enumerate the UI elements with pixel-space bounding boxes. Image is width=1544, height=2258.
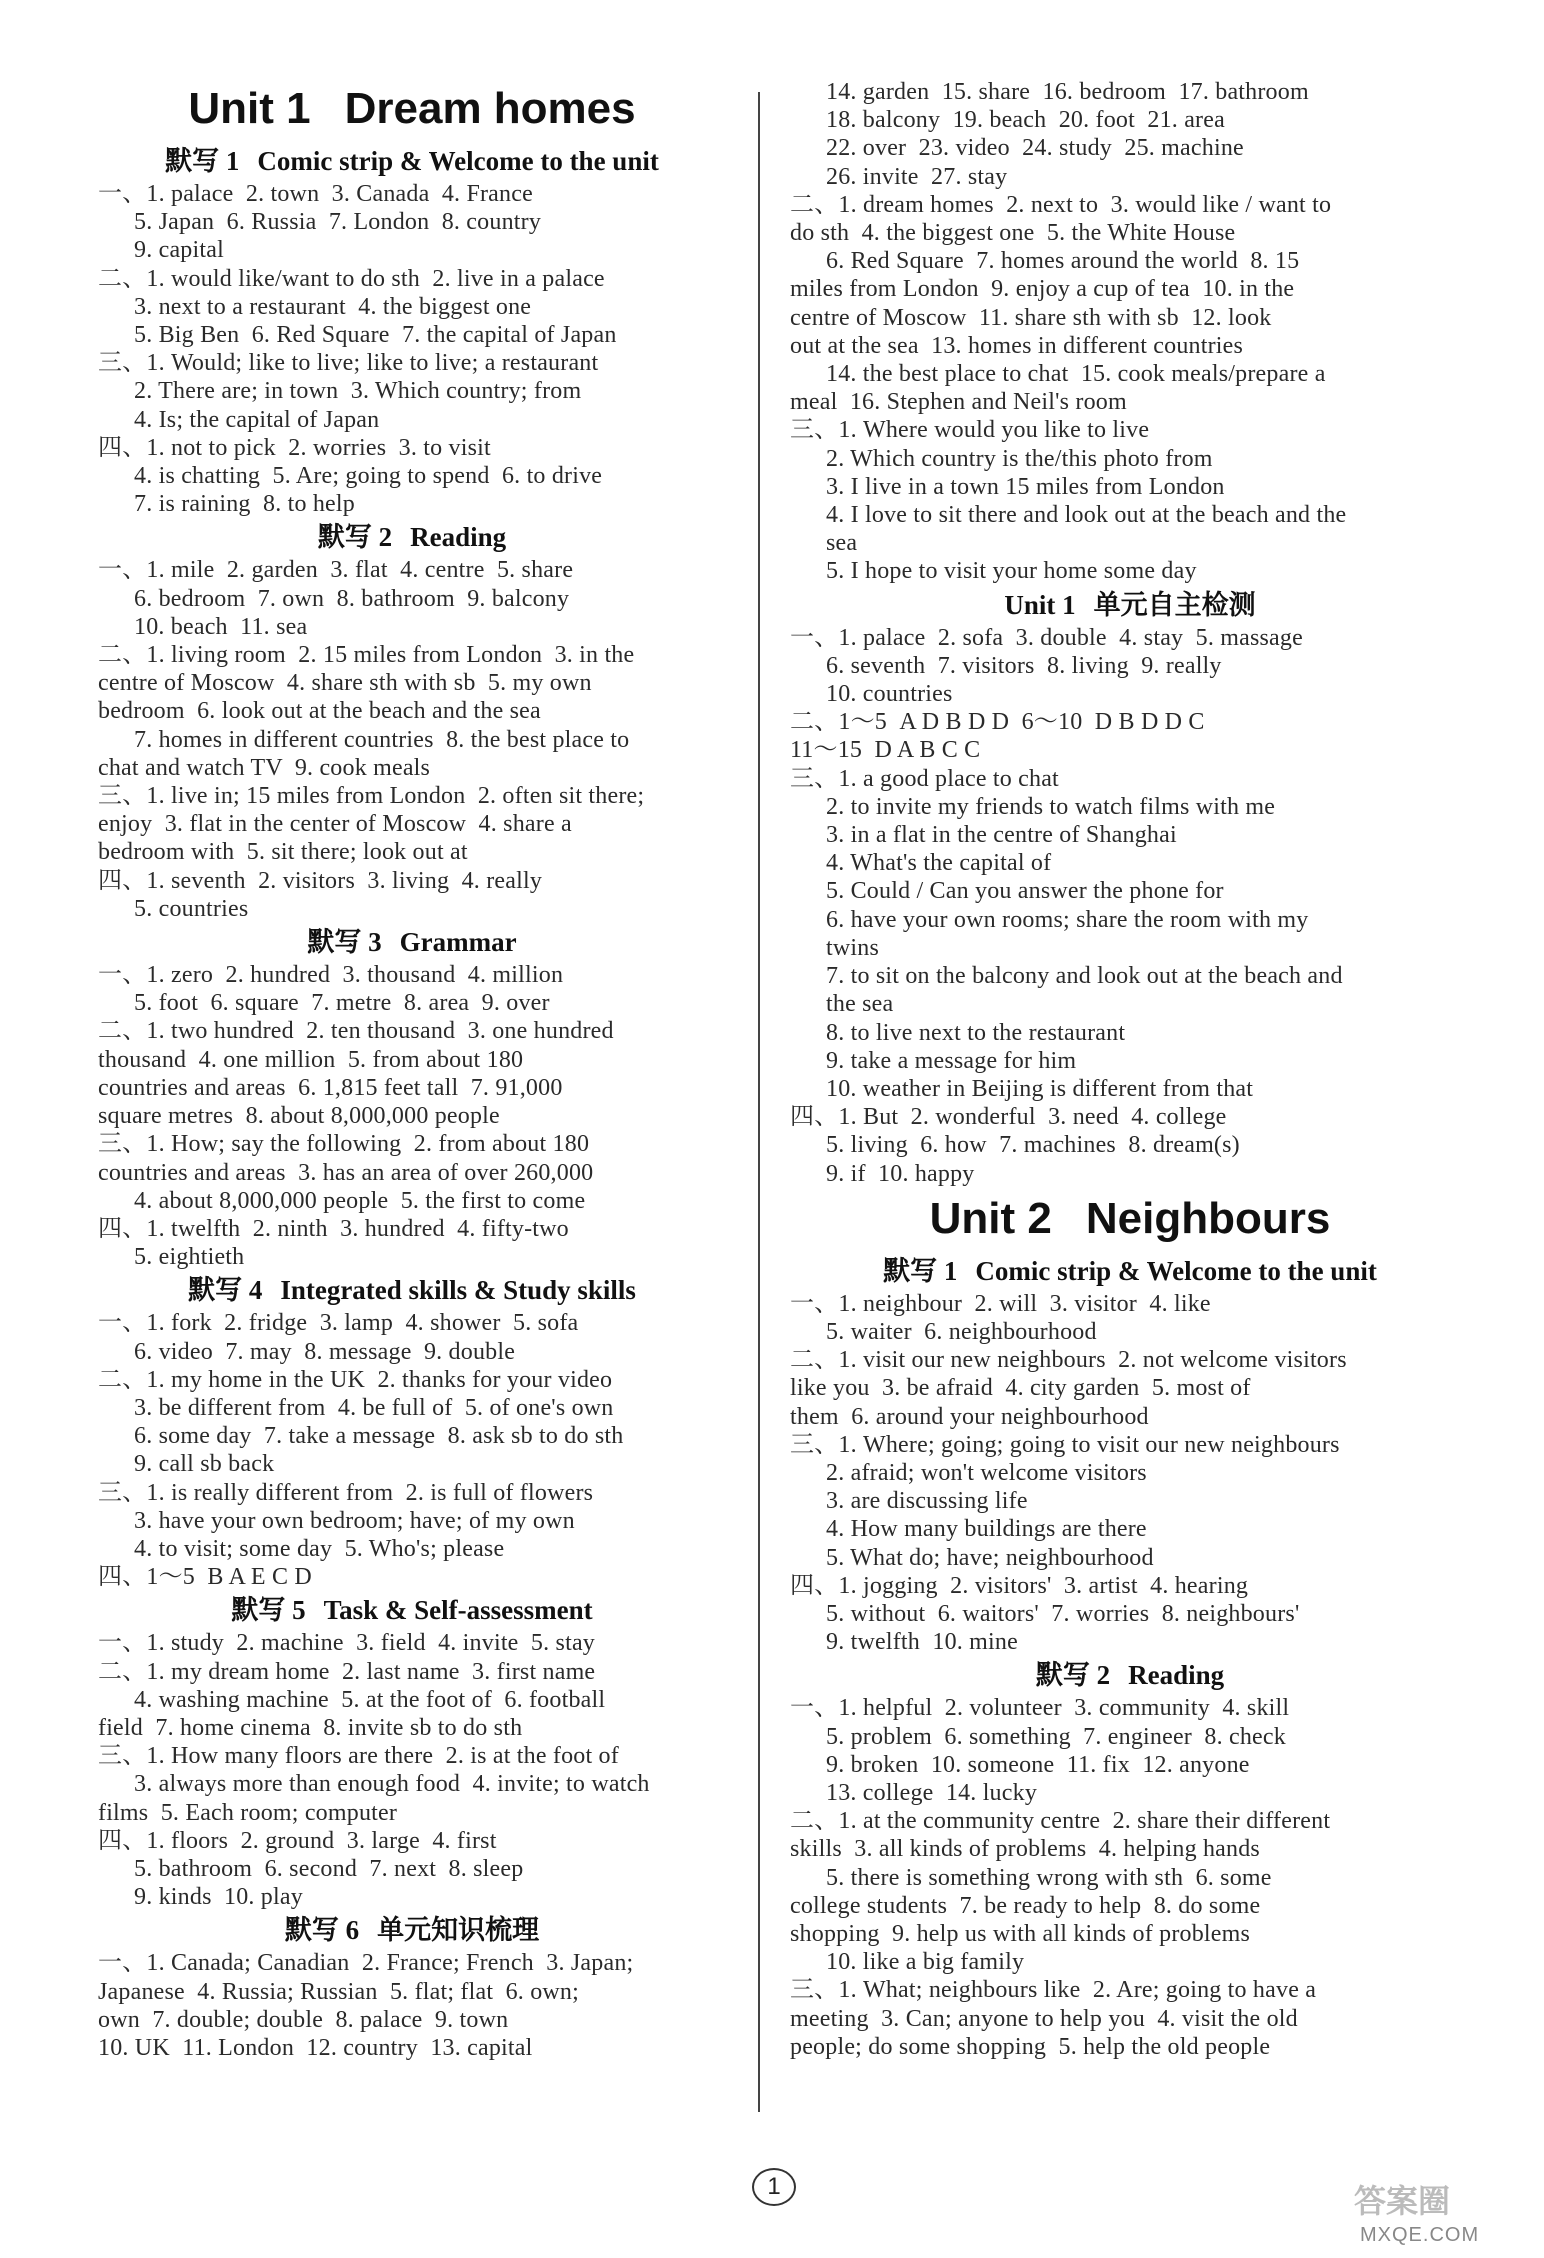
- answer-line: 二、1. living room 2. 15 miles from London 3. in the: [98, 642, 635, 669]
- answer-line: 5. I hope to visit your home some day: [826, 558, 1197, 585]
- answer-line: 2. afraid; won't welcome visitors: [826, 1459, 1147, 1486]
- answer-line: 5. there is something wrong with sth 6. some: [826, 1864, 1272, 1891]
- answer-line: 9. kinds 10. play: [134, 1884, 303, 1911]
- answer-line: 4. washing machine 5. at the foot of 6. football: [134, 1686, 606, 1713]
- answer-line: 三、1. What; neighbours like 2. Are; going to have a: [790, 1977, 1317, 2004]
- answer-line: 三、1. live in; 15 miles from London 2. often sit there;: [98, 783, 645, 810]
- answer-line: Japanese 4. Russia; Russian 5. flat; flat 6. own;: [98, 1978, 580, 2005]
- answer-line: college students 7. be ready to help 8. do some: [790, 1892, 1261, 1919]
- section-number: 默写 3: [307, 927, 382, 958]
- answer-line: bedroom with 5. sit there; look out at: [98, 839, 468, 866]
- answer-line: field 7. home cinema 8. invite sb to do sth: [98, 1714, 523, 1741]
- answer-line: 4. about 8,000,000 people 5. the first to come: [134, 1187, 586, 1214]
- section-number: 默写 1: [883, 1255, 958, 1286]
- answer-line: 一、1. zero 2. hundred 3. thousand 4. million: [98, 962, 564, 989]
- answer-line: 4. is chatting 5. Are; going to spend 6. to drive: [134, 463, 603, 490]
- answer-line: 9. broken 10. someone 11. fix 12. anyone: [826, 1751, 1250, 1778]
- answer-line: meeting 3. Can; anyone to help you 4. visit the old: [790, 2005, 1298, 2032]
- answer-line: 26. invite 27. stay: [826, 163, 1008, 190]
- answer-line: 三、1. Where; going; going to visit our new neighbours: [790, 1431, 1340, 1458]
- section-number: 默写 1: [165, 146, 240, 176]
- answer-line: 5. living 6. how 7. machines 8. dream(s): [826, 1132, 1240, 1159]
- answer-line: chat and watch TV 9. cook meals: [98, 754, 431, 781]
- answer-line: bedroom 6. look out at the beach and the sea: [98, 698, 541, 725]
- answer-line: twins: [826, 934, 880, 961]
- answer-line: 7. is raining 8. to help: [134, 491, 355, 518]
- answer-line: 三、1. Would; like to live; like to live; a restaurant: [98, 350, 599, 377]
- answer-line: 6. bedroom 7. own 8. bathroom 9. balcony: [134, 585, 570, 612]
- unit-name: Neighbours: [1085, 1193, 1331, 1243]
- answer-line: 9. call sb back: [134, 1451, 275, 1478]
- section-title: [790, 1658, 1470, 1692]
- answer-line: enjoy 3. flat in the center of Moscow 4. share a: [98, 811, 572, 838]
- unit-number: Unit 2: [929, 1193, 1052, 1243]
- answer-line: centre of Moscow 11. share sth with sb 12. look: [790, 304, 1272, 331]
- answer-line: 4. I love to sit there and look out at the beach and the: [826, 502, 1347, 529]
- answer-line: 二、1. my home in the UK 2. thanks for your video: [98, 1366, 613, 1393]
- unit-title: [790, 1188, 1470, 1250]
- answer-line: 四、1. But 2. wonderful 3. need 4. college: [790, 1104, 1227, 1131]
- answer-line: 3. be different from 4. be full of 5. of one's own: [134, 1394, 614, 1421]
- answer-line: 22. over 23. video 24. study 25. machine: [826, 135, 1244, 162]
- answer-line: meal 16. Stephen and Neil's room: [790, 389, 1127, 416]
- answer-line: 四、1. twelfth 2. ninth 3. hundred 4. fifty-two: [98, 1215, 569, 1242]
- answer-line: 3. have your own bedroom; have; of my own: [134, 1507, 575, 1534]
- answer-line: like you 3. be afraid 4. city garden 5. most of: [790, 1375, 1251, 1402]
- left-column: [98, 78, 726, 2062]
- answer-line: 10. beach 11. sea: [134, 613, 308, 640]
- answer-line: 5. waiter 6. neighbourhood: [826, 1318, 1097, 1345]
- answer-line: 4. How many buildings are there: [826, 1516, 1147, 1543]
- answer-line: out at the sea 13. homes in different countries: [790, 332, 1244, 359]
- answer-line: 三、1. How; say the following 2. from about 180: [98, 1131, 590, 1158]
- section-title: [98, 520, 726, 554]
- section-title: [98, 925, 726, 959]
- answer-line: 11～15 D A B C C: [790, 737, 981, 764]
- answer-line: 3. always more than enough food 4. invite; to watch: [134, 1771, 650, 1798]
- section-title: [98, 1273, 726, 1307]
- answer-line: 4. to visit; some day 5. Who's; please: [134, 1535, 505, 1562]
- answer-line: centre of Moscow 4. share sth with sb 5. my own: [98, 670, 592, 697]
- section-name: Task & Self-assessment: [323, 1595, 593, 1626]
- answer-line: 9. if 10. happy: [826, 1160, 975, 1187]
- section-number: 默写 6: [284, 1915, 360, 1946]
- answer-line: 5. countries: [134, 895, 249, 922]
- section-name: Integrated skills & Study skills: [280, 1275, 636, 1306]
- answer-line: 9. take a message for him: [826, 1047, 1077, 1074]
- answer-line: the sea: [826, 991, 894, 1018]
- answer-line: sea: [826, 530, 858, 557]
- answer-line: 14. garden 15. share 16. bedroom 17. bathroom: [826, 79, 1309, 105]
- answer-line: 四、1. floors 2. ground 3. large 4. first: [98, 1827, 497, 1854]
- answer-line: 13. college 14. lucky: [826, 1779, 1038, 1806]
- answer-line: 4. What's the capital of: [826, 850, 1052, 877]
- answer-line: 3. next to a restaurant 4. the biggest one: [134, 293, 532, 320]
- answer-line: 6. have your own rooms; share the room with my: [826, 906, 1309, 933]
- answer-line: 二、1. dream homes 2. next to 3. would like / want to: [790, 191, 1332, 218]
- answer-line: 6. seventh 7. visitors 8. living 9. really: [826, 652, 1222, 679]
- section-name: Reading: [1128, 1660, 1225, 1691]
- answer-line: 6. video 7. may 8. message 9. double: [134, 1338, 516, 1365]
- section-name: Grammar: [399, 927, 517, 958]
- section-number: 默写 2: [317, 522, 393, 553]
- page-number: 1: [752, 2168, 796, 2206]
- answer-line: 5. Could / Can you answer the phone for: [826, 878, 1224, 905]
- answer-line: square metres 8. about 8,000,000 people: [98, 1103, 500, 1130]
- section-name: Reading: [410, 522, 507, 553]
- unit-name: Dream homes: [344, 84, 636, 133]
- answer-line: 3. in a flat in the centre of Shanghai: [826, 822, 1177, 849]
- section-title: [790, 588, 1470, 622]
- answer-line: 5. eightieth: [134, 1244, 245, 1271]
- answer-line: 10. UK 11. London 12. country 13. capital: [98, 2034, 533, 2061]
- answer-line: thousand 4. one million 5. from about 180: [98, 1046, 524, 1073]
- section-name: 单元自主检测: [1093, 589, 1256, 620]
- answer-line: 5. What do; have; neighbourhood: [826, 1544, 1154, 1571]
- answer-line: 一、1. mile 2. garden 3. flat 4. centre 5. share: [98, 557, 574, 584]
- answer-line: 三、1. Where would you like to live: [790, 417, 1150, 444]
- svg-text:答案圈: 答案圈: [1354, 2182, 1451, 2220]
- answer-line: own 7. double; double 8. palace 9. town: [98, 2006, 509, 2033]
- answer-line: films 5. Each room; computer: [98, 1799, 398, 1826]
- answer-line: people; do some shopping 5. help the old people: [790, 2033, 1271, 2060]
- section-name: Comic strip & Welcome to the unit: [975, 1255, 1377, 1286]
- answer-line: 一、1. palace 2. town 3. Canada 4. France: [98, 181, 533, 207]
- answer-line: 一、1. helpful 2. volunteer 3. community 4. skill: [790, 1695, 1290, 1722]
- answer-line: 5. problem 6. something 7. engineer 8. check: [826, 1723, 1286, 1750]
- answer-line: 四、1. seventh 2. visitors 3. living 4. really: [98, 867, 543, 894]
- answer-line: 4. Is; the capital of Japan: [134, 406, 380, 433]
- answer-line: do sth 4. the biggest one 5. the White House: [790, 220, 1236, 247]
- answer-line: 2. There are; in town 3. Which country; from: [134, 378, 582, 405]
- answer-line: 3. are discussing life: [826, 1488, 1028, 1515]
- section-number: 默写 5: [231, 1595, 306, 1626]
- answer-line: 三、1. is really different from 2. is full of flowers: [98, 1479, 594, 1506]
- answer-line: 三、1. How many floors are there 2. is at the foot of: [98, 1743, 619, 1770]
- answer-line: 二、1. two hundred 2. ten thousand 3. one hundred: [98, 1018, 614, 1045]
- answer-line: 6. Red Square 7. homes around the world 8. 15: [826, 248, 1300, 275]
- answer-line: 二、1. my dream home 2. last name 3. first name: [98, 1658, 596, 1685]
- answer-line: 10. weather in Beijing is different from that: [826, 1075, 1254, 1102]
- section-name: Comic strip & Welcome to the unit: [257, 146, 659, 176]
- answer-line: 2. Which country is the/this photo from: [826, 445, 1213, 472]
- answer-line: countries and areas 6. 1,815 feet tall 7. 91,000: [98, 1074, 563, 1101]
- watermark-url: MXQE.COM: [1360, 2224, 1480, 2246]
- answer-line: 一、1. fork 2. fridge 3. lamp 4. shower 5. sofa: [98, 1310, 579, 1337]
- answer-line: 三、1. a good place to chat: [790, 765, 1059, 792]
- answer-line: 5. bathroom 6. second 7. next 8. sleep: [134, 1855, 524, 1882]
- answer-line: them 6. around your neighbourhood: [790, 1403, 1149, 1430]
- answer-line: 5. foot 6. square 7. metre 8. area 9. over: [134, 990, 550, 1017]
- answer-line: miles from London 9. enjoy a cup of tea 10. in the: [790, 276, 1295, 303]
- unit-title: [98, 78, 726, 140]
- answer-line: 10. countries: [826, 681, 953, 708]
- answer-line: 18. balcony 19. beach 20. foot 21. area: [826, 107, 1225, 134]
- answer-line: 二、1. would like/want to do sth 2. live in a palace: [98, 265, 605, 292]
- answer-line: 二、1～5 A D B D D 6～10 D B D D C: [790, 709, 1205, 736]
- section-name: 单元知识梳理: [377, 1915, 540, 1946]
- answer-line: 一、1. palace 2. sofa 3. double 4. stay 5. massage: [790, 624, 1303, 651]
- unit-number: Unit 1: [188, 84, 311, 133]
- answer-line: 2. to invite my friends to watch films with me: [826, 793, 1276, 820]
- answer-line: 一、1. Canada; Canadian 2. France; French 3. Japan;: [98, 1950, 634, 1977]
- answer-line: 5. Japan 6. Russia 7. London 8. country: [134, 209, 542, 236]
- answer-line: 7. homes in different countries 8. the best place to: [134, 726, 630, 753]
- answer-line: 四、1. not to pick 2. worries 3. to visit: [98, 434, 491, 461]
- answer-line: 9. twelfth 10. mine: [826, 1629, 1018, 1656]
- right-column: [790, 78, 1470, 2061]
- answer-line: countries and areas 3. has an area of over 260,000: [98, 1159, 594, 1186]
- section-title: [98, 1913, 726, 1947]
- answer-line: 四、1. jogging 2. visitors' 3. artist 4. hearing: [790, 1572, 1249, 1599]
- section-title: [98, 1593, 726, 1627]
- answer-line: 7. to sit on the balcony and look out at the beach and: [826, 963, 1343, 990]
- answer-line: 四、1～5 B A E C D: [98, 1564, 312, 1591]
- section-number: 默写 4: [188, 1275, 263, 1306]
- section-title: [790, 1254, 1470, 1288]
- answer-line: 14. the best place to chat 15. cook meals/prepare a: [826, 361, 1326, 388]
- answer-line: 二、1. visit our new neighbours 2. not welcome visitors: [790, 1347, 1347, 1374]
- answer-line: 9. capital: [134, 237, 224, 264]
- section-title: [98, 144, 726, 178]
- answer-line: 一、1. study 2. machine 3. field 4. invite 5. stay: [98, 1630, 595, 1657]
- answer-line: 6. some day 7. take a message 8. ask sb to do sth: [134, 1423, 624, 1450]
- column-divider: [758, 92, 760, 2112]
- answer-line: 5. Big Ben 6. Red Square 7. the capital of Japan: [134, 322, 617, 349]
- section-number: Unit 1: [1004, 589, 1076, 620]
- answer-line: skills 3. all kinds of problems 4. helping hands: [790, 1836, 1260, 1863]
- answer-line: 一、1. neighbour 2. will 3. visitor 4. like: [790, 1290, 1211, 1317]
- answer-line: 3. I live in a town 15 miles from London: [826, 473, 1225, 500]
- answer-line: 8. to live next to the restaurant: [826, 1019, 1126, 1046]
- answer-line: 10. like a big family: [826, 1949, 1025, 1976]
- answer-line: 二、1. at the community centre 2. share their different: [790, 1808, 1331, 1835]
- watermark-logo: [1352, 2180, 1502, 2220]
- section-number: 默写 2: [1035, 1660, 1111, 1691]
- answer-line: 5. without 6. waitors' 7. worries 8. neighbours': [826, 1600, 1300, 1627]
- answer-line: shopping 9. help us with all kinds of problems: [790, 1920, 1251, 1947]
